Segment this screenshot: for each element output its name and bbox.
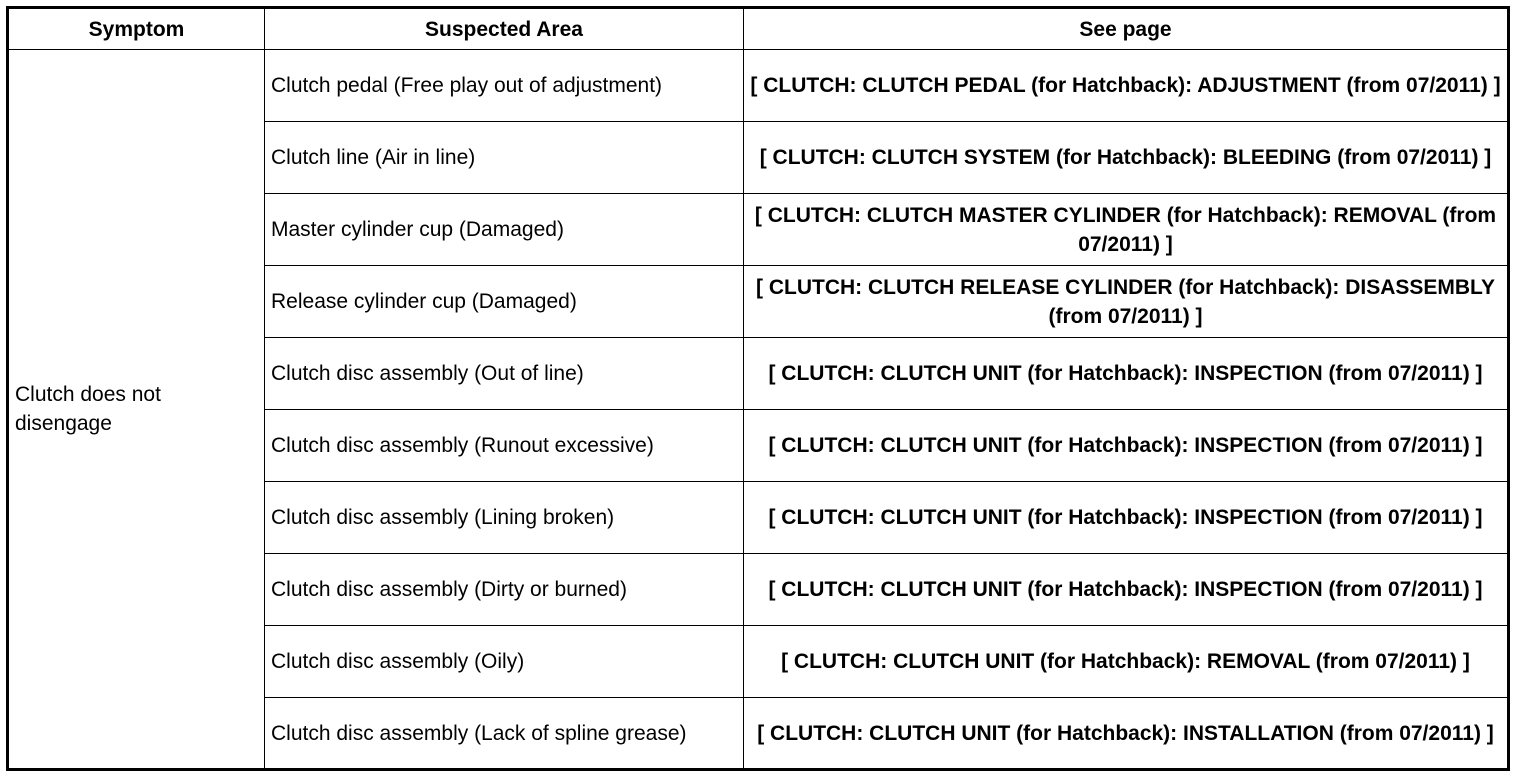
see-page-link[interactable]: [ CLUTCH: CLUTCH UNIT (for Hatchback): INSPECTION (from 07/2011) ] (744, 338, 1509, 410)
suspected-area-cell: Master cylinder cup (Damaged) (265, 194, 744, 266)
suspected-area-cell: Clutch disc assembly (Oily) (265, 626, 744, 698)
symptom-cell: Clutch does not disengage (8, 50, 265, 770)
see-page-link[interactable]: [ CLUTCH: CLUTCH UNIT (for Hatchback): INSTALLATION (from 07/2011) ] (744, 698, 1509, 770)
suspected-area-cell: Clutch disc assembly (Dirty or burned) (265, 554, 744, 626)
suspected-area-cell: Clutch line (Air in line) (265, 122, 744, 194)
header-suspected-area: Suspected Area (265, 8, 744, 50)
see-page-link[interactable]: [ CLUTCH: CLUTCH SYSTEM (for Hatchback): BLEEDING (from 07/2011) ] (744, 122, 1509, 194)
suspected-area-cell: Release cylinder cup (Damaged) (265, 266, 744, 338)
header-see-page: See page (744, 8, 1509, 50)
suspected-area-cell: Clutch pedal (Free play out of adjustment) (265, 50, 744, 122)
troubleshooting-table (6, 6, 1510, 771)
header-row (8, 8, 1509, 50)
table-header (8, 8, 1509, 50)
suspected-area-cell: Clutch disc assembly (Lining broken) (265, 482, 744, 554)
see-page-link[interactable]: [ CLUTCH: CLUTCH MASTER CYLINDER (for Hatchback): REMOVAL (from 07/2011) ] (744, 194, 1509, 266)
see-page-link[interactable]: [ CLUTCH: CLUTCH UNIT (for Hatchback): INSPECTION (from 07/2011) ] (744, 410, 1509, 482)
table-body (8, 50, 1509, 770)
see-page-link[interactable]: [ CLUTCH: CLUTCH UNIT (for Hatchback): REMOVAL (from 07/2011) ] (744, 626, 1509, 698)
header-symptom: Symptom (8, 8, 265, 50)
see-page-link[interactable]: [ CLUTCH: CLUTCH PEDAL (for Hatchback): ADJUSTMENT (from 07/2011) ] (744, 50, 1509, 122)
suspected-area-cell: Clutch disc assembly (Runout excessive) (265, 410, 744, 482)
suspected-area-cell: Clutch disc assembly (Lack of spline grease) (265, 698, 744, 770)
see-page-link[interactable]: [ CLUTCH: CLUTCH RELEASE CYLINDER (for Hatchback): DISASSEMBLY (from 07/2011) ] (744, 266, 1509, 338)
suspected-area-cell: Clutch disc assembly (Out of line) (265, 338, 744, 410)
see-page-link[interactable]: [ CLUTCH: CLUTCH UNIT (for Hatchback): INSPECTION (from 07/2011) ] (744, 482, 1509, 554)
table-row (8, 50, 1509, 122)
see-page-link[interactable]: [ CLUTCH: CLUTCH UNIT (for Hatchback): INSPECTION (from 07/2011) ] (744, 554, 1509, 626)
